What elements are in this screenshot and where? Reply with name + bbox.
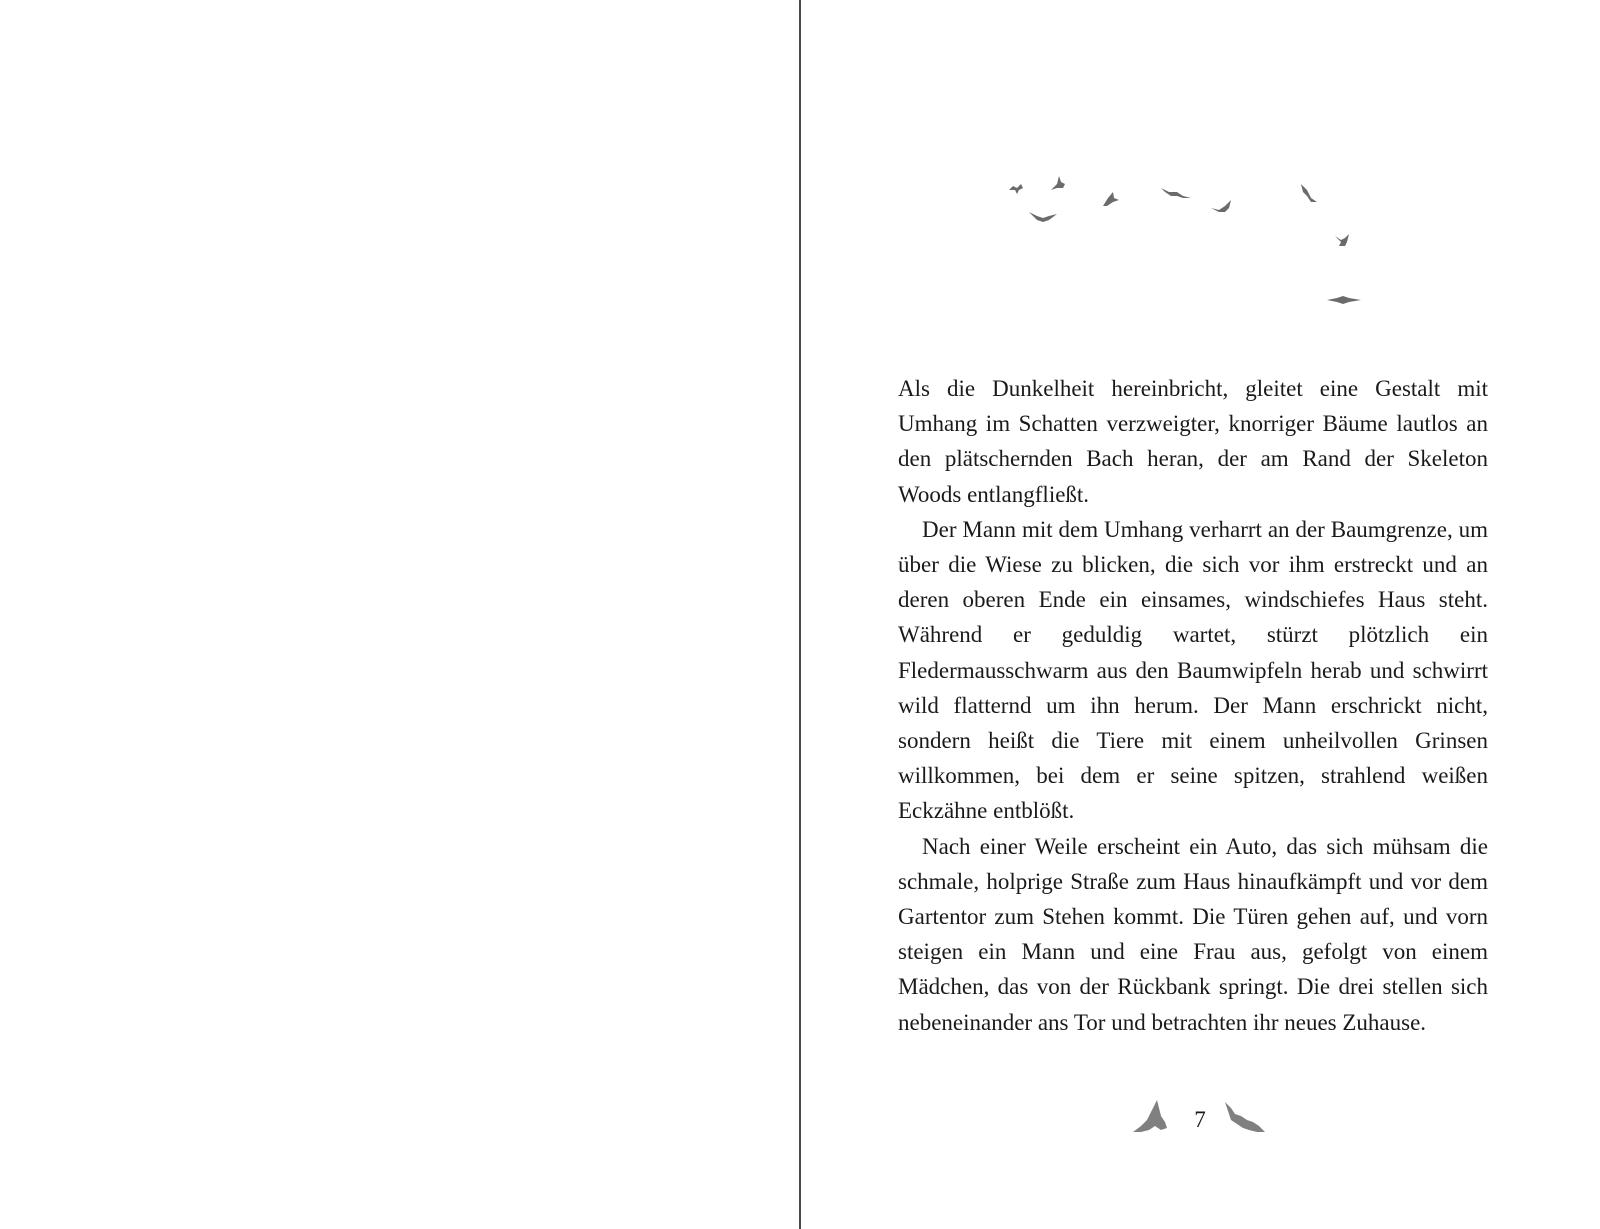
bat-icon (1223, 1098, 1269, 1138)
bat-icon (1335, 234, 1349, 246)
page-number: 7 (1194, 1107, 1206, 1132)
page-footer (1131, 1098, 1271, 1138)
paragraph-2: Der Mann mit dem Umhang verharrt an der Baumgrenze, um über die Wiese zu blicken, die sich vor ihm erstreckt und an deren oberen Ende ein einsames, windschiefes Haus steht. Während er geduldig wartet, stürzt plötzlich ein Fledermausschwarm aus den Baumwipfeln herab und schwirrt wild flatternd um ihn herum. Der Mann erschrickt nicht, sondern heißt die Tiere mit einem unheilvollen Grinsen willkommen, bei dem er seine spitzen, strahlend weißen Eckzähne entblößt. (898, 516, 1488, 824)
paragraph-3: Nach einer Weile erscheint ein Auto, das sich mühsam die schmale, holprige Straße zum Haus hinaufkämpft und vor dem Gartentor zum Stehen kommt. Die Türen gehen auf, und vorn steigen ein Mann und eine Frau aus, gefolgt von einem Mädchen, das von der Rückbank springt. Die drei stellen sich nebeneinander ans Tor und betrachten ihr neues Zuhause. (898, 833, 1488, 1035)
right-page (801, 0, 1600, 1229)
bat-icon (1301, 184, 1317, 202)
bat-icon (1009, 184, 1023, 194)
bat-icon (1211, 200, 1231, 212)
bat-swarm-icon (1001, 170, 1401, 330)
bat-icon (1131, 1098, 1177, 1138)
bat-icon (1103, 192, 1119, 206)
bat-icon (1161, 188, 1191, 198)
bat-icon (1029, 212, 1057, 222)
bat-icon (1051, 176, 1065, 190)
paragraph-1: Als die Dunkelheit hereinbricht, gleitet eine Gestalt mit Umhang im Schatten verzweigter, knorriger Bäume lautlos an den plätschernden Bach heran, der am Rand der Skeleton Woods entlangfließt. (898, 376, 1488, 507)
bat-icon (1327, 296, 1361, 304)
story-text (898, 371, 1488, 1040)
